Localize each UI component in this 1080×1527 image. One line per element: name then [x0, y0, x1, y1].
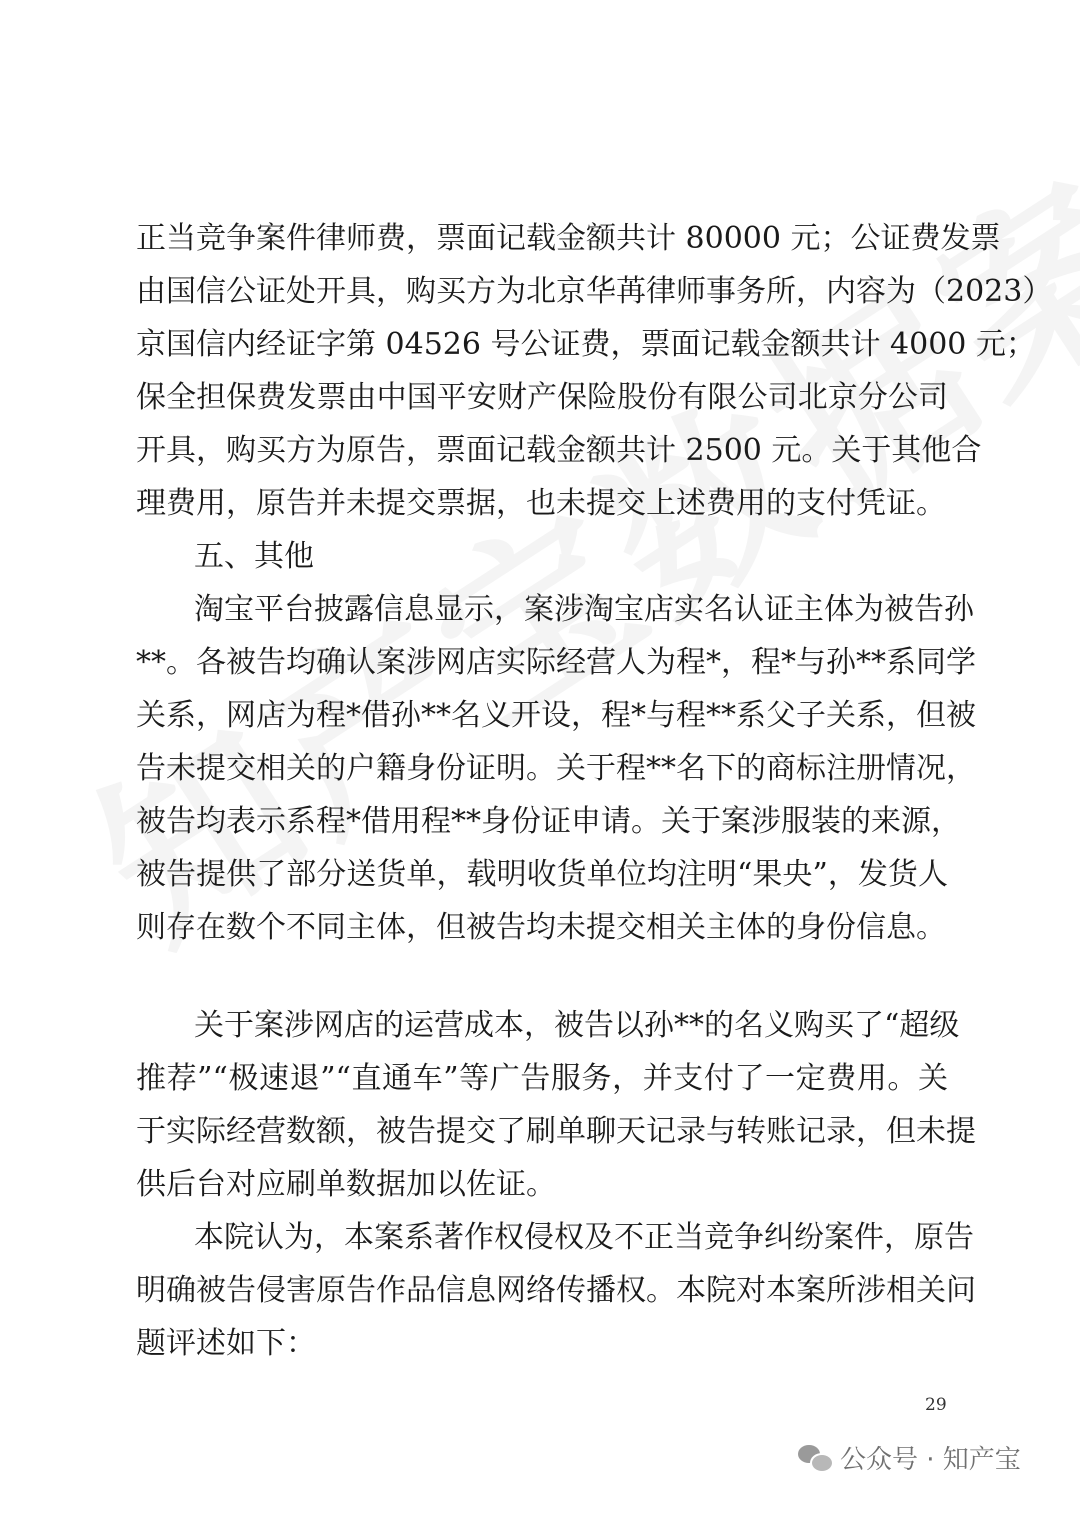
- text-line: 告未提交相关的户籍身份证明。关于程**名下的商标注册情况，: [136, 751, 976, 786]
- text-line: 被告均表示系程*借用程**身份证申请。关于案涉服装的来源，: [136, 804, 961, 839]
- text-line: 推荐”“极速退”“直通车”等广告服务，并支付了一定费用。关: [136, 1061, 948, 1096]
- text-line: **。各被告均确认案涉网店实际经营人为程*，程*与孙**系同学: [136, 645, 976, 680]
- text-line: 明确被告侵害原告作品信息网络传播权。本院对本案所涉相关问: [136, 1273, 976, 1308]
- text-line: 正当竞争案件律师费，票面记载金额共计 80000 元；公证费发票: [136, 221, 1001, 256]
- text-line: 被告提供了部分送货单，载明收货单位均注明“果央”，发货人: [136, 857, 948, 892]
- wechat-icon: [798, 1443, 832, 1471]
- text-line: 由国信公证处开具，购买方为北京华苒律师事务所，内容为（2023）: [136, 274, 1053, 309]
- text-line: 题评述如下：: [136, 1326, 316, 1361]
- footer-label: 公众号 · 知产宝: [840, 1444, 1021, 1475]
- footer-source: [798, 1437, 1021, 1477]
- text-line: 于实际经营数额，被告提交了刷单聊天记录与转账记录，但未提: [136, 1114, 976, 1149]
- text-line: 淘宝平台披露信息显示，案涉淘宝店实名认证主体为被告孙: [194, 592, 974, 627]
- page-number: 29: [925, 1395, 947, 1415]
- text-line: 京国信内经证字第 04526 号公证费，票面记载金额共计 4000 元；: [136, 327, 1036, 362]
- text-line: 本院认为，本案系著作权侵权及不正当竞争纠纷案件，原告: [194, 1220, 974, 1255]
- text-line: 供后台对应刷单数据加以佐证。: [136, 1167, 556, 1202]
- text-line: 保全担保费发票由中国平安财产保险股份有限公司北京分公司: [136, 380, 948, 415]
- text-line: 关系，网店为程*借孙**名义开设，程*与程**系父子关系，但被: [136, 698, 976, 733]
- section-heading: 五、其他: [194, 539, 314, 574]
- text-line: 则存在数个不同主体，但被告均未提交相关主体的身份信息。: [136, 910, 946, 945]
- text-line: 理费用，原告并未提交票据，也未提交上述费用的支付凭证。: [136, 486, 946, 521]
- text-line: 开具，购买方为原告，票面记载金额共计 2500 元。关于其他合: [136, 433, 982, 468]
- text-line: 关于案涉网店的运营成本，被告以孙**的名义购买了“超级: [194, 1008, 960, 1043]
